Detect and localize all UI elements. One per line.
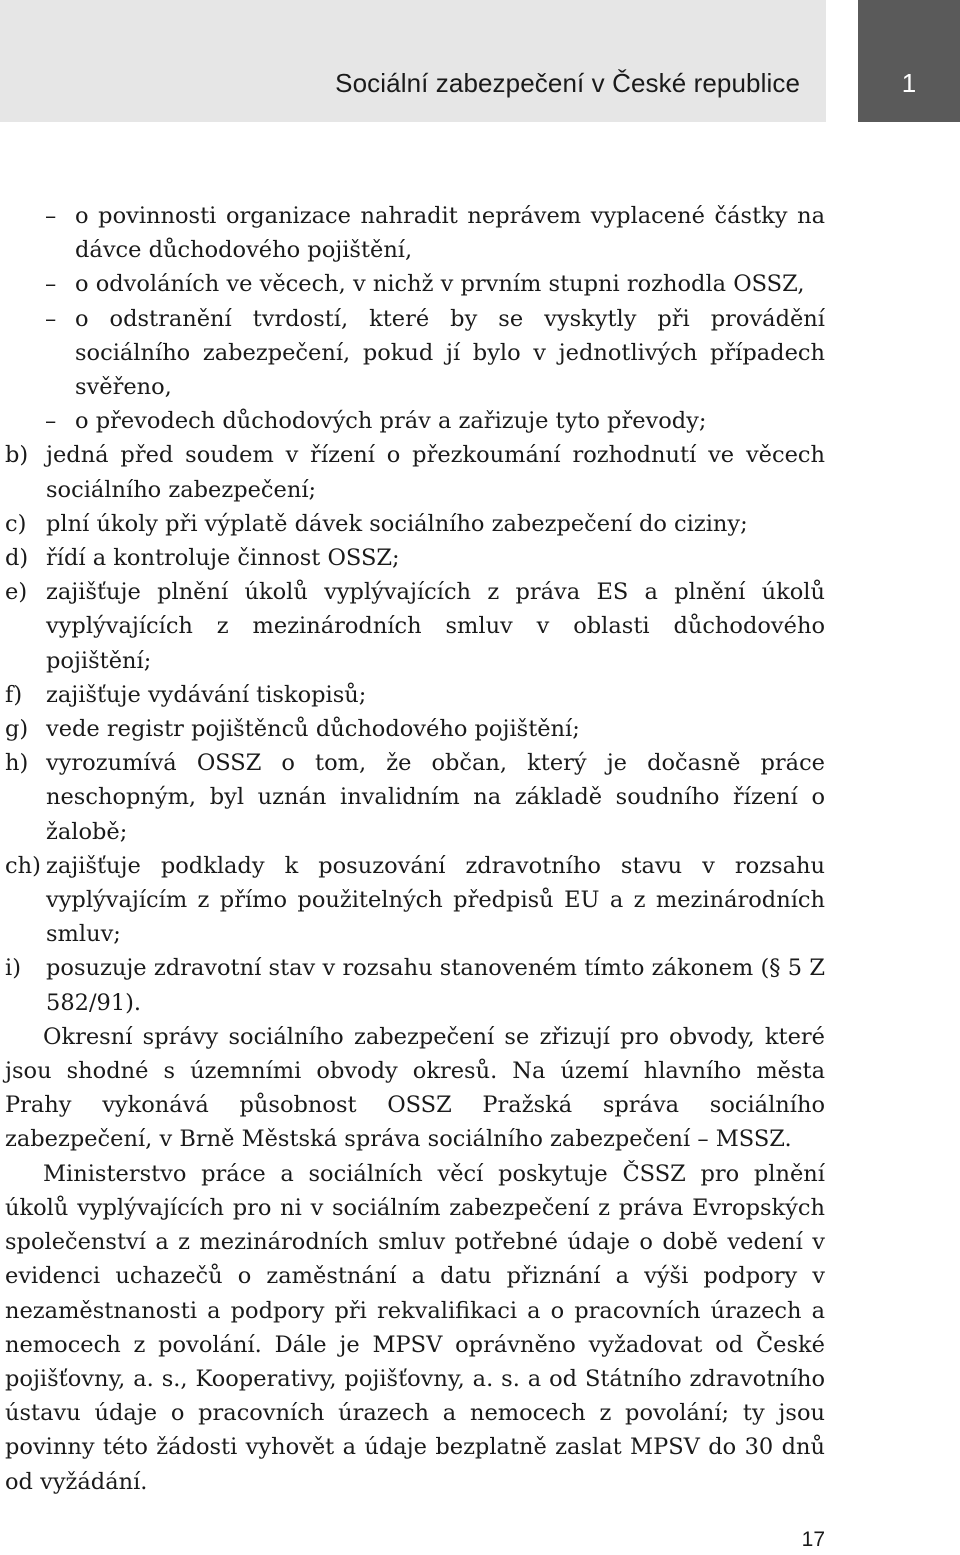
letter-list-item [5,438,825,506]
item-label: f) [5,681,23,708]
letter-list-item [5,541,825,575]
item-text: jedná před soudem v řízení o přezkoumání rozhodnutí ve věcech sociálního zabezpečení; [46,442,825,503]
running-header [0,0,826,122]
item-label: i) [5,955,21,982]
letter-list-item [5,678,825,712]
item-label: h) [5,750,29,777]
item-text: řídí a kontroluje činnost OSSZ; [46,545,400,572]
dash-item-text: o povinnosti organizace nahradit neprávem vyplacené částky na dávce důchodového pojištění, [75,203,825,264]
item-label: ch) [5,852,41,879]
running-header-title: Sociální zabezpečení v České republice [335,68,800,98]
letter-list-item [5,507,825,541]
item-label: d) [5,545,29,572]
body-text [5,199,825,1499]
letter-list-item [5,712,825,746]
page-number: 17 [801,1528,825,1551]
dash-list-item [5,404,825,438]
chapter-tab [858,0,960,122]
item-label: c) [5,510,27,537]
item-label: g) [5,716,29,743]
dash-item-text: o odstranění tvrdostí, které by se vyskytly při provádění sociálního zabezpečení, pokud jí bylo v jednotlivých případech svěřeno, [75,305,825,401]
dash-bullet: – [45,203,57,229]
item-text: zajišťuje podklady k posuzování zdravotního stavu v rozsahu vyplývajícím z přímo použitelných předpisů EU a z mezinárodních smluv; [46,852,825,948]
item-text: zajišťuje vydávání tiskopisů; [46,681,367,708]
item-text: vyrozumívá OSSZ o tom, že občan, který je dočasně práce neschopným, byl uznán invalidním na základě soudního řízení o žalobě; [46,750,825,845]
letter-list-item [5,746,825,849]
item-label: b) [5,442,29,469]
item-text: vede registr pojištěnců důchodového pojištění; [46,716,580,743]
item-text: posuzuje zdravotní stav v rozsahu stanoveném tímto zákonem (§ 5 Z 582/91). [46,955,825,1016]
dash-list-item [5,199,825,267]
item-text: plní úkoly při výplatě dávek sociálního zabezpečení do ciziny; [46,510,748,537]
item-text: zajišťuje plnění úkolů vyplývajících z práva ES a plnění úkolů vyplývajících z mezinárodních smluv v oblasti důchodového pojištění; [46,579,825,674]
paragraph-ministerstvo: Ministerstvo práce a sociálních věcí poskytuje ČSSZ pro plnění úkolů vyplývajících pro ni v sociálním zabezpečení z práva Evropských společenství a z mezinárodních smluv potřebné údaje o době vedení v evidenci uchazečů o zaměstnání a datu přiznání a výši podpory v nezaměstnanosti a podpory při rekvalifikaci a o pracovních úrazech a nemocech z povolání. Dále je MPSV oprávněno vyžadovat od České pojišťovny, a. s., Kooperativy, pojišťovny, a. s. a od Státního zdravotního ústavu údaje o pracovních úrazech a nemocech z povolání; ty jsou povinny této žádosti vyhovět a údaje bezplatně zaslat MPSV do 30 dnů od vyžádání. [5,1160,825,1495]
dash-item-text: o převodech důchodových práv a zařizuje tyto převody; [75,408,707,435]
letter-list-item [5,575,825,678]
dash-item-text: o odvoláních ve věcech, v nichž v prvním stupni rozhodla OSSZ, [75,271,805,298]
chapter-number: 1 [901,68,917,98]
dash-bullet: – [45,271,57,298]
letter-list-item [5,951,825,1019]
dash-bullet: – [45,408,57,435]
dash-bullet: – [45,305,57,332]
dash-list-item [5,267,825,301]
letter-list-item [5,849,825,952]
paragraph-okresni-spravy: Okresní správy sociálního zabezpečení se zřizují pro obvody, které jsou shodné s územními obvody okresů. Na území hlavního města Prahy vykonává působnost OSSZ Pražská správa sociálního zabezpečení, v Brně Městská správa sociálního zabezpečení – MSSZ. [5,1023,825,1153]
dash-list-item [5,302,825,405]
item-label: e) [5,579,28,606]
